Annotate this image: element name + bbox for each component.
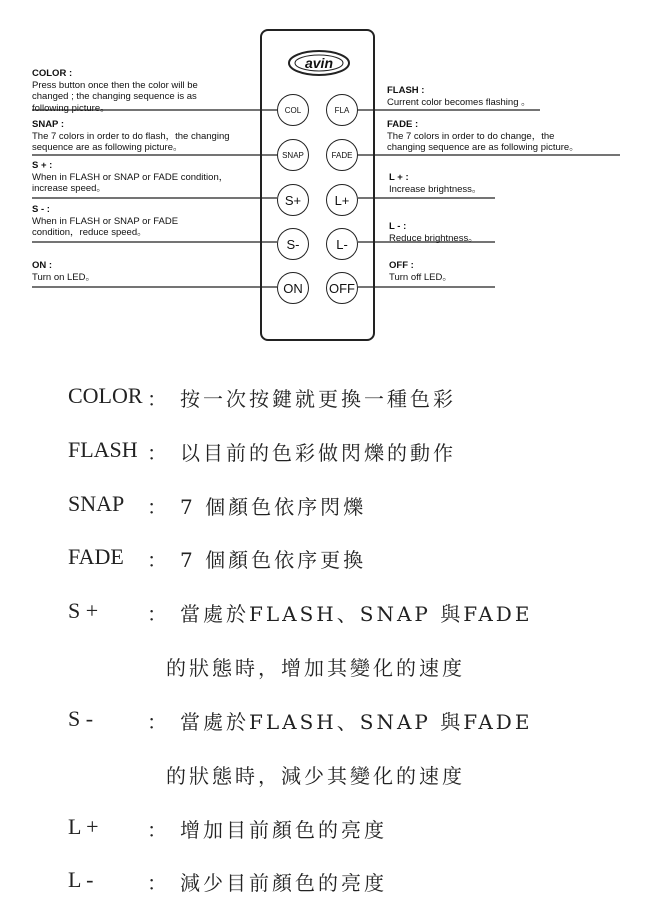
color-button[interactable] <box>277 94 309 126</box>
flash-button[interactable] <box>326 94 358 126</box>
description-colon: ： <box>147 871 167 895</box>
speed-up-button[interactable] <box>277 184 309 216</box>
description-key: S - <box>68 706 94 731</box>
description-value: 以目前的色彩做閃爍的動作 <box>180 441 456 465</box>
description-colon: ： <box>147 602 167 626</box>
annotation-text: Turn off LED。 <box>389 271 452 283</box>
description-key: FADE <box>68 544 124 569</box>
avin-logo <box>287 48 351 78</box>
off-annotation <box>389 260 452 283</box>
color-button-label: COL <box>284 105 302 115</box>
description-colon: ： <box>147 548 167 572</box>
description-value: 按一次按鍵就更換一種色彩 <box>180 387 456 411</box>
fade-button-label: FADE <box>331 150 353 160</box>
description-value: 減少目前顏色的亮度 <box>180 871 387 895</box>
description-value-continued: 的狀態時，減少其變化的速度 <box>166 764 465 788</box>
on-button[interactable] <box>277 272 309 304</box>
annotation-text: When in FLASH or SNAP or FADE condition，reduce speed。 <box>32 215 179 238</box>
annotation-text: Reduce brightness。 <box>389 232 478 244</box>
description-key: L - <box>68 867 94 892</box>
speed-up-annotation <box>32 160 228 195</box>
snap-button-label: SNAP <box>282 150 304 160</box>
speed-down-annotation <box>32 204 178 239</box>
brightness-up-button-label: L+ <box>334 192 350 208</box>
description-row-fade <box>0 544 665 574</box>
description-key: FLASH <box>68 437 138 462</box>
annotation-text: The 7 colors in order to do flash，the changing sequence are as following picture。 <box>32 130 230 153</box>
off-button-label: OFF <box>329 280 355 296</box>
color-annotation <box>32 68 198 114</box>
annotation-title: L - : <box>389 221 407 232</box>
logo-text: avin <box>304 55 334 71</box>
description-row-speed-up <box>0 598 665 628</box>
snap-annotation <box>32 119 230 154</box>
description-colon: ： <box>147 710 167 734</box>
description-key: COLOR <box>68 383 143 408</box>
description-value: 當處於FLASH、SNAP 與FADE <box>180 710 533 734</box>
fade-button[interactable] <box>326 139 358 171</box>
description-colon: ： <box>147 441 167 465</box>
snap-button[interactable] <box>277 139 309 171</box>
annotation-title: COLOR : <box>32 68 73 79</box>
brightness-down-annotation <box>389 221 478 244</box>
annotation-text: The 7 colors in order to do change，the changing sequence are as following picture。 <box>387 130 579 153</box>
description-value-continued: 的狀態時，增加其變化的速度 <box>166 656 465 680</box>
annotation-title: FADE : <box>387 119 419 130</box>
brightness-up-button[interactable] <box>326 184 358 216</box>
description-row-brightness-down <box>0 867 665 897</box>
description-row-snap <box>0 491 665 521</box>
off-button[interactable] <box>326 272 358 304</box>
annotation-text: Press button once then the color will be changed ; the changing sequence is as following picture。 <box>32 79 198 114</box>
description-value: 7 個顏色依序更換 <box>180 548 367 572</box>
description-row-speed-down-cont <box>0 760 665 790</box>
annotation-title: S + : <box>32 160 53 171</box>
annotation-text: Current color becomes flashing 。 <box>387 96 531 108</box>
annotation-text: Increase brightness。 <box>389 183 482 195</box>
flash-button-label: FLA <box>334 105 350 115</box>
annotation-title: L + : <box>389 172 409 183</box>
speed-down-button[interactable] <box>277 228 309 260</box>
description-colon: ： <box>147 495 167 519</box>
speed-down-button-label: S- <box>286 236 300 252</box>
fade-annotation <box>387 119 579 154</box>
description-row-speed-up-cont <box>0 652 665 682</box>
description-row-speed-down <box>0 706 665 736</box>
on-annotation <box>32 260 95 283</box>
description-key: SNAP <box>68 491 125 516</box>
annotation-title: SNAP : <box>32 119 65 130</box>
brightness-up-annotation <box>389 172 481 195</box>
description-row-brightness-up <box>0 814 665 844</box>
annotation-text: When in FLASH or SNAP or FADE condition， increase speed。 <box>32 171 229 194</box>
annotation-title: ON : <box>32 260 53 271</box>
brightness-down-button-label: L- <box>336 236 348 252</box>
annotation-title: FLASH : <box>387 85 425 96</box>
annotation-title: S - : <box>32 204 50 215</box>
description-key: S + <box>68 598 99 623</box>
annotation-title: OFF : <box>389 260 414 271</box>
description-value: 7 個顏色依序閃爍 <box>180 495 367 519</box>
description-value: 當處於FLASH、SNAP 與FADE <box>180 602 533 626</box>
description-key: L + <box>68 814 99 839</box>
brightness-down-button[interactable] <box>326 228 358 260</box>
speed-up-button-label: S+ <box>284 192 302 208</box>
description-colon: ： <box>147 387 167 411</box>
description-row-color <box>0 383 665 413</box>
on-button-label: ON <box>283 280 303 296</box>
flash-annotation <box>387 85 531 108</box>
description-value: 增加目前顏色的亮度 <box>180 818 387 842</box>
description-colon: ： <box>147 818 167 842</box>
remote-diagram <box>0 0 665 345</box>
description-row-flash <box>0 437 665 467</box>
annotation-text: Turn on LED。 <box>32 271 96 283</box>
